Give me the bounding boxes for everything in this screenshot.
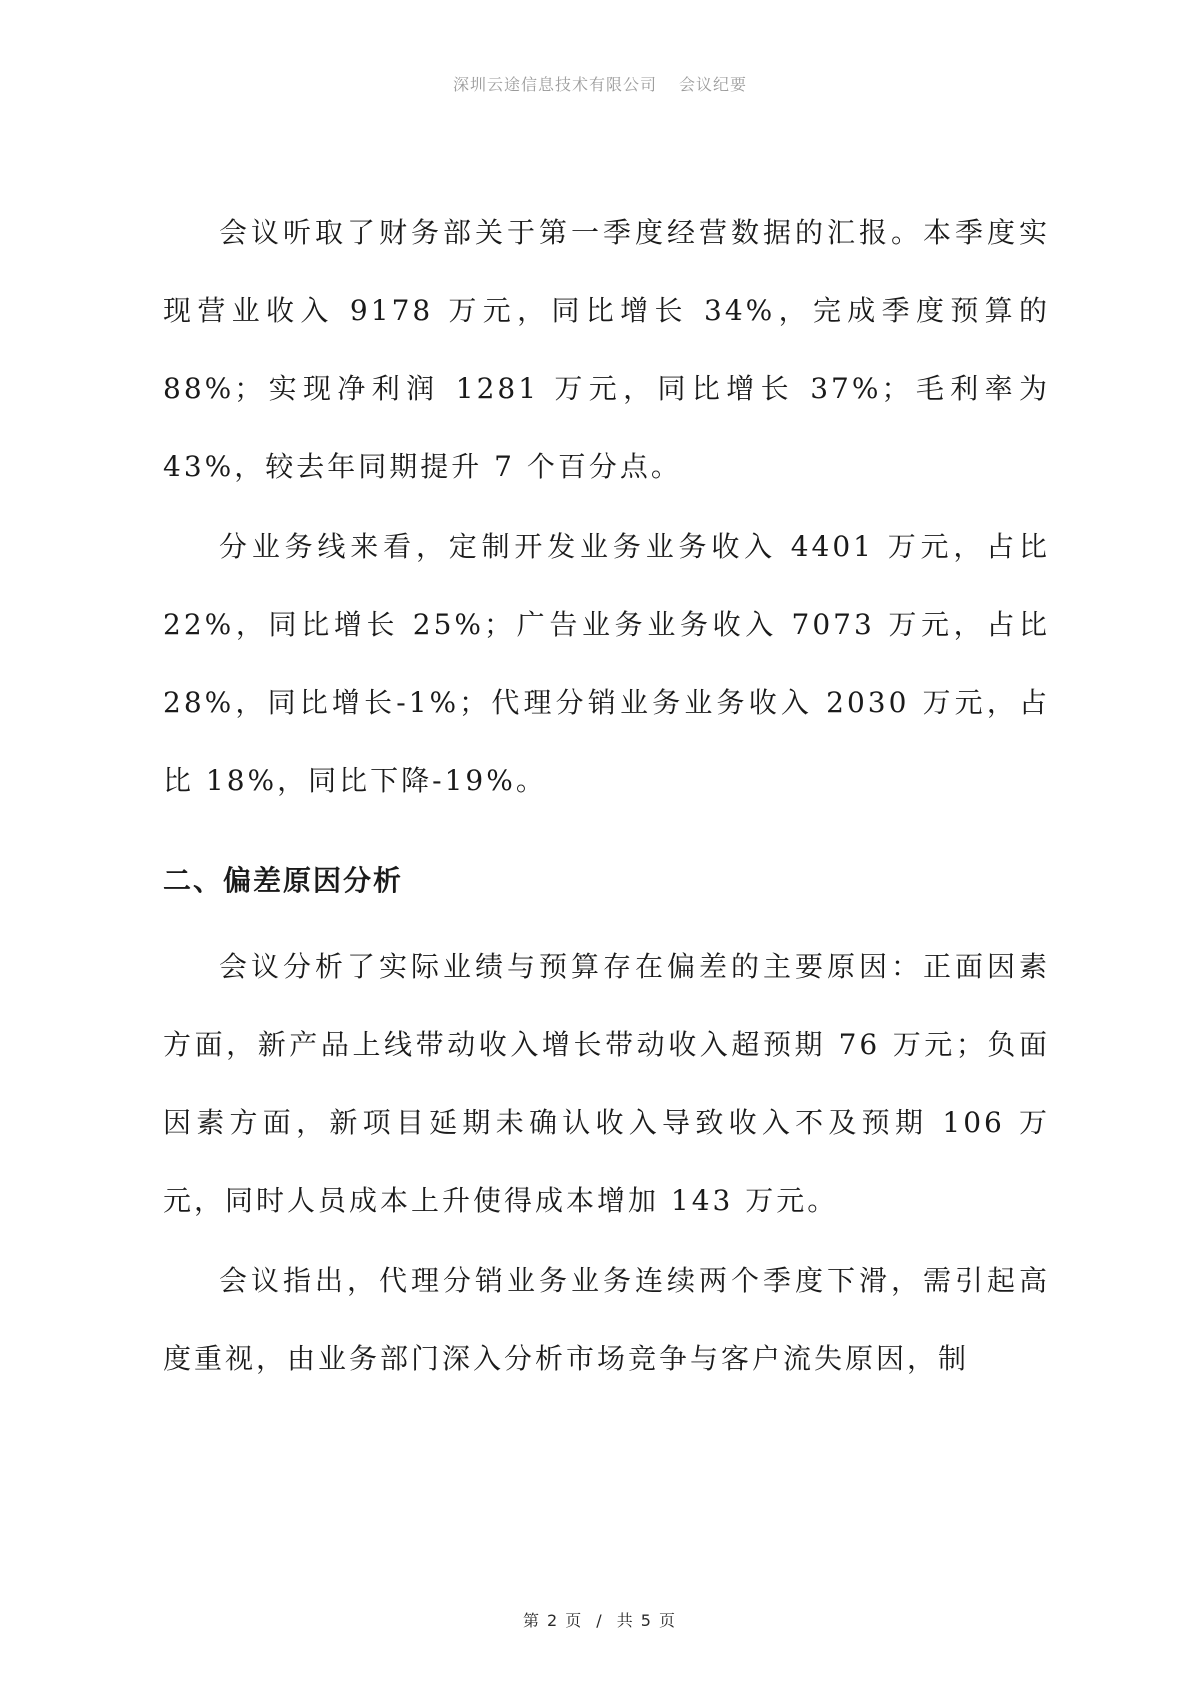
header-company: 深圳云途信息技术有限公司 xyxy=(452,75,657,94)
paragraph-business-lines: 分业务线来看，定制开发业务业务收入 4401 万元，占比 22%，同比增长 25%；广告业务业务收入 7073 万元，占比 28%，同比增长-1%；代理分销业务业务收入 2030 万元，占比 18%，同比下降-19%。 xyxy=(163,530,1050,797)
footer-total-unit: 页 xyxy=(658,1611,677,1630)
footer-page-label: 第 xyxy=(522,1611,541,1630)
paragraph-deviation-analysis: 会议分析了实际业绩与预算存在偏差的主要原因：正面因素方面，新产品上线带动收入增长带动收入超预期 76 万元；负面因素方面，新项目延期未确认收入导致收入不及预期 106 万元，同时人员成本上升使得成本增加 143 万元。 xyxy=(163,950,1050,1217)
header-doc-type: 会议纪要 xyxy=(679,75,748,94)
paragraph-distribution-note: 会议指出，代理分销业务业务连续两个季度下滑，需引起高度重视，由业务部门深入分析市场竞争与客户流失原因，制 xyxy=(163,1264,1050,1375)
paragraph-q1-summary: 会议听取了财务部关于第一季度经营数据的汇报。本季度实现营业收入 9178 万元，同比增长 34%，完成季度预算的 88%；实现净利润 1281 万元，同比增长 37%；毛利率为 43%，较去年同期提升 7 个百分点。 xyxy=(163,216,1050,483)
section-heading: 二、偏差原因分析 xyxy=(163,864,404,897)
document-body xyxy=(163,194,1050,1398)
footer-divider: / xyxy=(596,1611,604,1630)
footer-page-number: 2 xyxy=(547,1611,560,1630)
page-header xyxy=(0,72,1200,95)
footer-page-unit: 页 xyxy=(565,1611,584,1630)
page-footer xyxy=(0,1608,1200,1631)
footer-total-label: 共 xyxy=(616,1611,635,1630)
footer-total-pages: 5 xyxy=(640,1611,653,1630)
